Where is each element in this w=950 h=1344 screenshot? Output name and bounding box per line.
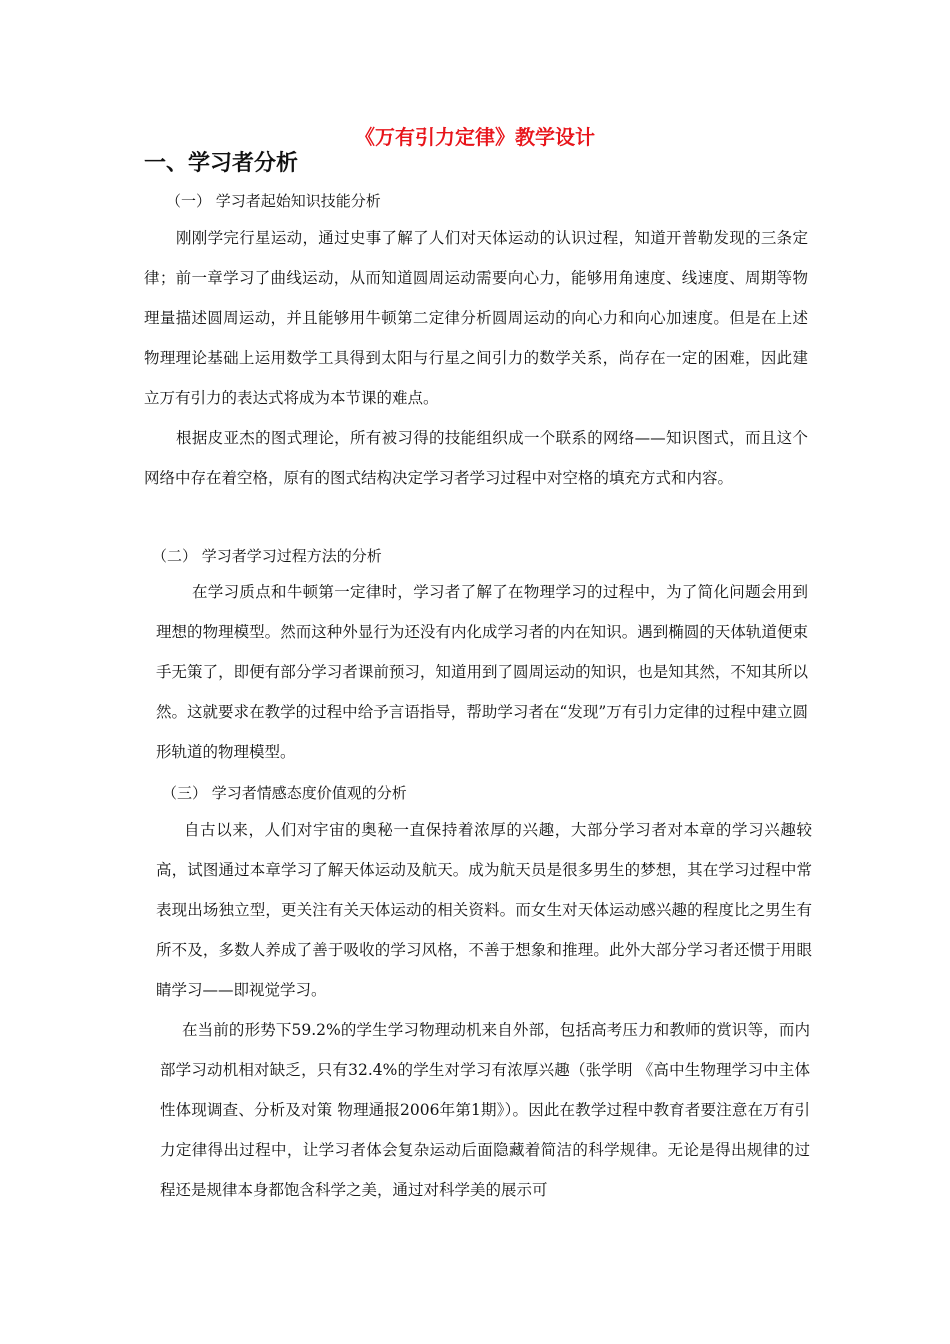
subsection-heading-affective-values: （三） 学习者情感态度价值观的分析	[162, 784, 407, 802]
paragraph-motivation: 在当前的形势下59.2%的学生学习物理动机来自外部，包括高考压力和教师的赏识等，而内部学习动机相对缺乏，只有32.4%的学生对学习有浓厚兴趣（张学明 《高中生物理学习中主体性体现调查、分析及对策 物理通报2006年第1期》）。因此在教学过程中教育者要注意在万有引力定律得出过程中，让学习者体会复杂运动后面隐藏着简洁的科学规律。无论是得出规律的过程还是规律本身都饱含科学之美，通过对科学美的展示可	[160, 1021, 810, 1199]
subsection-heading-learning-process: （二） 学习者学习过程方法的分析	[152, 547, 382, 565]
document-title: 《万有引力定律》教学设计	[355, 125, 595, 149]
paragraph-schema-theory: 根据皮亚杰的图式理论，所有被习得的技能组织成一个联系的网络——知识图式，而且这个网络中存在着空格，原有的图式结构决定学习者学习过程中对空格的填充方式和内容。	[144, 429, 808, 487]
section-heading-learner-analysis: 一、学习者分析	[144, 150, 299, 176]
subsection-heading-prior-knowledge: （一） 学习者起始知识技能分析	[166, 192, 381, 210]
paragraph-interest: 自古以来，人们对宇宙的奥秘一直保持着浓厚的兴趣，大部分学习者对本章的学习兴趣较高，试图通过本章学习了解天体运动及航天。成为航天员是很多男生的梦想，其在学习过程中常表现出场独立型，更关注有关天体运动的相关资料。而女生对天体运动感兴趣的程度比之男生有所不及，多数人养成了善于吸收的学习风格，不善于想象和推理。此外大部分学习者还惯于用眼睛学习——即视觉学习。	[156, 821, 812, 999]
paragraph-learning-process: 在学习质点和牛顿第一定律时，学习者了解了在物理学习的过程中，为了简化问题会用到理想的物理模型。然而这种外显行为还没有内化成学习者的内在知识。遇到椭圆的天体轨道便束手无策了，即便有部分学习者课前预习，知道用到了圆周运动的知识，也是知其然，不知其所以然。这就要求在教学的过程中给予言语指导，帮助学习者在“发现”万有引力定律的过程中建立圆形轨道的物理模型。	[156, 583, 808, 761]
paragraph-prior-knowledge: 刚刚学完行星运动，通过史事了解了人们对天体运动的认识过程，知道开普勒发现的三条定律；前一章学习了曲线运动，从而知道圆周运动需要向心力，能够用角速度、线速度、周期等物理量描述圆周运动，并且能够用牛顿第二定律分析圆周运动的向心力和向心加速度。但是在上述物理理论基础上运用数学工具得到太阳与行星之间引力的数学关系，尚存在一定的困难，因此建立万有引力的表达式将成为本节课的难点。	[144, 229, 808, 407]
